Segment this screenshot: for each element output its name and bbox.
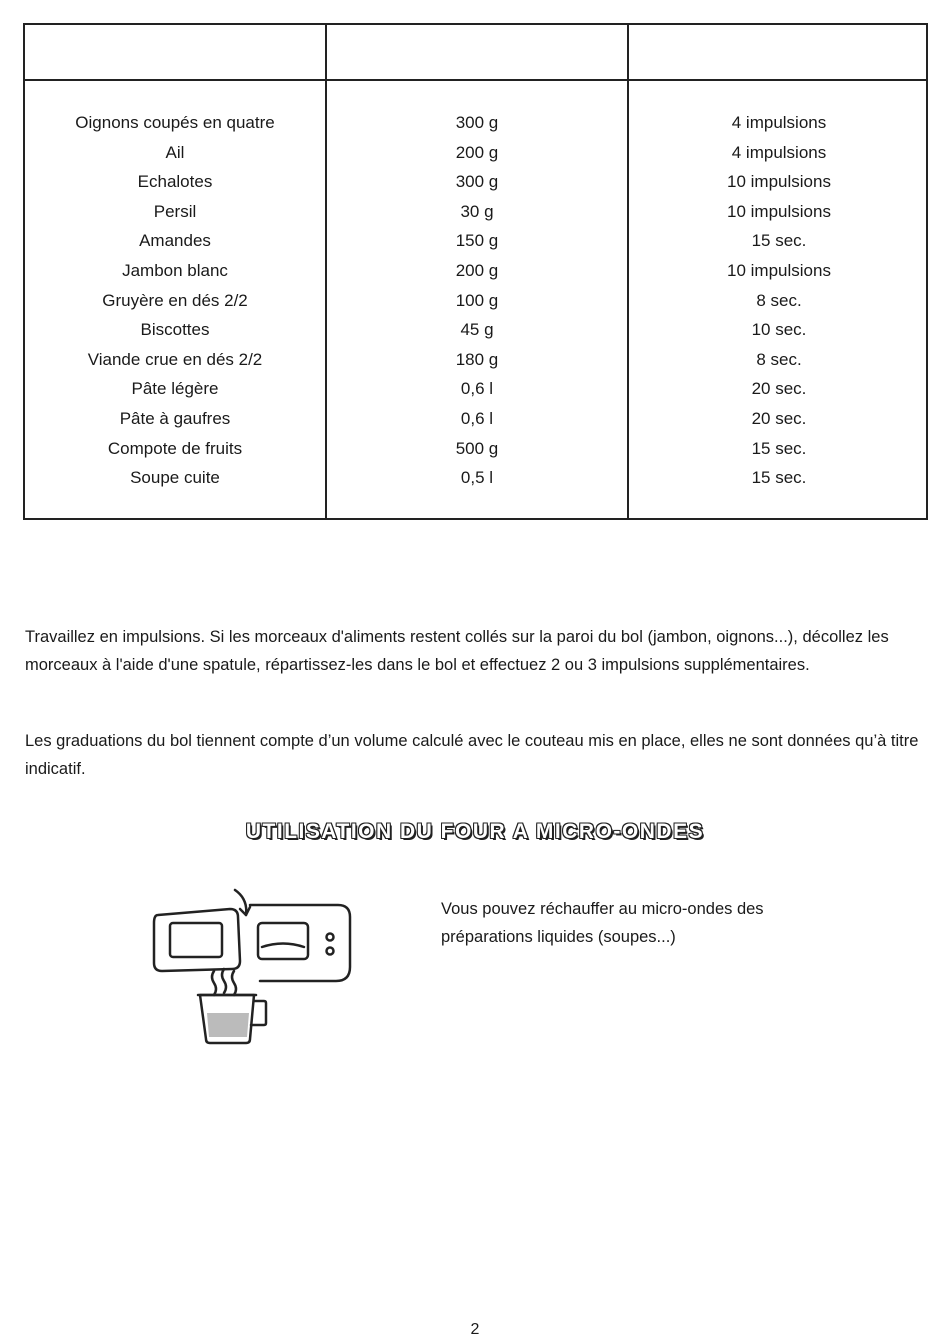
ingredient-cell: Jambon blanc	[122, 260, 228, 280]
times-column	[629, 108, 929, 493]
quantity-cell: 0,6 l	[460, 379, 494, 399]
time-cell: 10 impulsions	[727, 201, 831, 221]
jug-liquid	[207, 1013, 249, 1037]
page-number: 2	[470, 1321, 480, 1338]
time-cell: 15 sec.	[751, 468, 807, 488]
preparation-table	[23, 23, 928, 520]
microwave-cavity	[258, 923, 308, 959]
quantity-cell: 45 g	[460, 320, 494, 340]
ingredient-cell: Oignons coupés en quatre	[75, 113, 275, 132]
quantity-cell: 30 g	[460, 201, 494, 221]
time-cell: 20 sec.	[751, 379, 807, 399]
quantity-cell: 200 g	[455, 260, 499, 280]
steam-icon	[222, 969, 226, 993]
ingredient-cell: Viande crue en dés 2/2	[87, 349, 263, 369]
ingredient-cell: Gruyère en dés 2/2	[102, 290, 248, 310]
ingredient-cell: Pâte à gaufres	[119, 408, 231, 428]
quantity-cell: 500 g	[455, 438, 499, 458]
time-cell: 20 sec.	[751, 408, 807, 428]
table-header-divider	[25, 79, 926, 81]
microwave-illustration	[150, 885, 365, 1045]
time-cell: 15 sec.	[751, 231, 807, 251]
ingredient-cell: Ail	[165, 142, 185, 162]
quantity-cell: 180 g	[455, 349, 499, 369]
ingredient-cell: Echalotes	[137, 172, 213, 192]
steam-icon	[212, 971, 216, 995]
quantity-cell: 100 g	[455, 290, 499, 310]
ingredients-column	[25, 108, 325, 493]
time-cell: 8 sec.	[756, 290, 802, 310]
quantity-cell: 0,5 l	[460, 468, 494, 488]
microwave-instructions-text: Vous pouvez réchauffer au micro-ondes des préparations liquides (soupes...)	[441, 900, 764, 946]
time-cell: 4 impulsions	[731, 113, 827, 132]
impulse-instructions-paragraph: Travaillez en impulsions. Si les morceaux d'aliments restent collés sur la paroi du bol (jambon, oignons...), décollez les morceaux à l'aide d'une spatule, répartissez-les dans le bol et effectuez 2 ou 3 impulsions supplémentaires.	[25, 628, 889, 674]
time-cell: 10 impulsions	[727, 260, 831, 280]
time-cell: 8 sec.	[756, 349, 802, 369]
ingredient-cell: Persil	[153, 201, 197, 221]
ingredient-cell: Pâte légère	[131, 379, 219, 399]
quantity-cell: 0,6 l	[460, 408, 494, 428]
microwave-door	[154, 909, 240, 971]
ingredient-cell: Soupe cuite	[130, 468, 220, 488]
time-cell: 4 impulsions	[731, 142, 827, 162]
ingredient-cell: Compote de fruits	[107, 438, 243, 458]
microwave-section-title: UTILISATION DU FOUR A MICRO-ONDES	[245, 820, 705, 843]
microwave-turntable	[262, 944, 304, 948]
microwave-knob	[327, 934, 334, 941]
time-cell: 10 impulsions	[727, 172, 831, 192]
ingredient-cell: Amandes	[139, 231, 211, 251]
time-cell: 10 sec.	[751, 320, 807, 340]
quantities-column	[327, 108, 627, 493]
quantity-cell: 300 g	[455, 113, 499, 132]
time-cell: 15 sec.	[751, 438, 807, 458]
steam-icon	[232, 971, 236, 995]
microwave-body	[250, 905, 350, 981]
quantity-cell: 150 g	[455, 231, 499, 251]
ingredient-cell: Biscottes	[140, 320, 210, 340]
quantity-cell: 300 g	[455, 172, 499, 192]
microwave-knob	[327, 948, 334, 955]
bowl-graduations-paragraph: Les graduations du bol tiennent compte d’un volume calculé avec le couteau mis en place, elles ne sont données qu’à titre indicatif.	[25, 732, 919, 778]
microwave-door-window	[170, 923, 222, 957]
quantity-cell: 200 g	[455, 142, 499, 162]
